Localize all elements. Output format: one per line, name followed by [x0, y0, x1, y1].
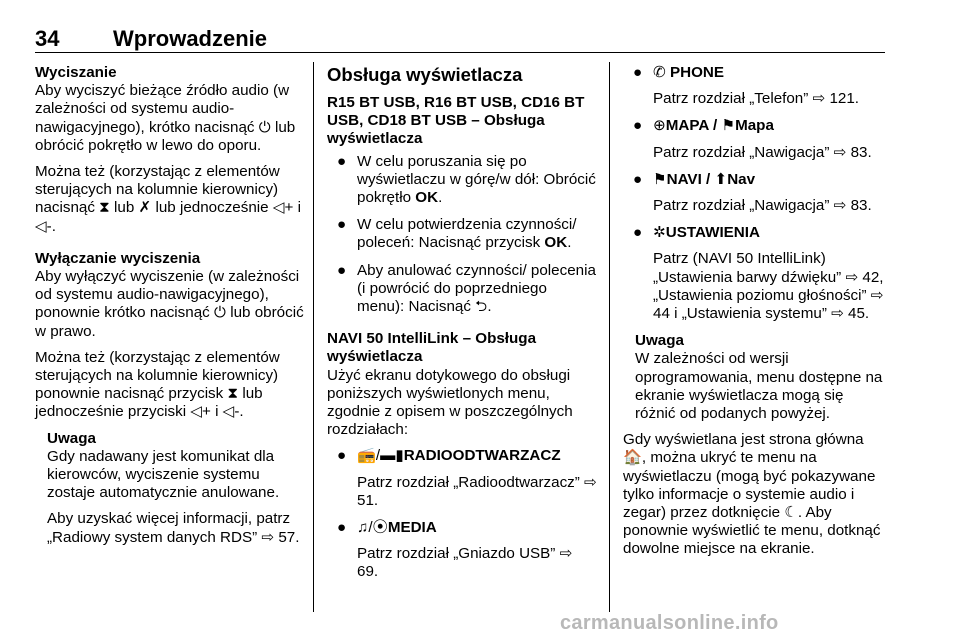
arrow-up-icon: ⬆ [714, 170, 728, 188]
watermark: carmanualsonline.info [560, 612, 779, 634]
note-paragraph-rds: Aby uzyskać więcej informacji, patrz „Radiowy system danych RDS” ⇨ 57. [47, 510, 300, 546]
list-item-navi [623, 171, 888, 215]
bullet-icon: ● [337, 216, 347, 234]
heading-mute: Wyciszanie [35, 64, 117, 81]
page-title: Wprowadzenie [113, 26, 268, 51]
note-paragraph: W zależności od wersji oprogramowania, menu dostępne na ekranie wyświetlacza mogą się różnić od podanych powyżej. [635, 350, 883, 423]
list-item-end: ⮌. [470, 298, 492, 316]
note-box [35, 430, 305, 547]
column-1 [35, 64, 305, 555]
menu-label-navi: NAVI [666, 170, 702, 188]
list-item-text: Patrz rozdział „Gniazdo USB” ⇨ 69. [357, 545, 573, 581]
column-2 [327, 64, 597, 591]
bullet-icon: ● [633, 64, 643, 81]
list-item-settings [623, 224, 888, 323]
list-item-end: . [567, 234, 572, 252]
paragraph-unmute: Aby wyłączyć wyciszenie (w zależności od systemu audio-nawigacyjnego), ponownie krótko nacisnąć ⏻ lub obrócić w prawo. [35, 268, 304, 340]
paragraph-touchscreen: Użyć ekranu dotykowego do obsługi poniższych wyświetlonych menu, zgodnie z opisem w poszczególnych rozdziałach: [327, 366, 573, 439]
heading-unmute: Wyłączanie wyciszenia [35, 249, 201, 267]
bullet-icon: ● [337, 152, 347, 170]
menu-label-phone: PHONE [669, 64, 724, 81]
section-heading-display: Obsługa wyświetlacza [327, 64, 523, 85]
list-item-text: W celu poruszania się po wyświetlaczu w górę/w dół: Obrócić pokrętło [357, 152, 596, 207]
list-item-text: Patrz rozdział „Radioodtwarzacz” ⇨ 51. [357, 473, 597, 509]
list-item-text: Patrz rozdział „Telefon” ⇨ 121. [653, 90, 860, 108]
list-item-radio [327, 447, 597, 510]
radio-icon: 📻/▬▮ [357, 447, 404, 465]
bullet-icon: ● [633, 170, 643, 188]
menu-label-map: MAPA [665, 117, 709, 135]
menu-label-radio: RADIOODTWARZACZ [403, 447, 561, 465]
list-item-phone [623, 64, 888, 108]
menu-label-settings: USTAWIENIA [665, 224, 760, 242]
column-3 [623, 64, 888, 567]
flag-icon: ⚑ [653, 170, 667, 188]
subheading-r15: R15 BT USB, R16 BT USB, CD16 BT USB, CD18 BT USB – Obsługa wyświetlacza [327, 94, 585, 148]
note-heading: Uwaga [635, 332, 684, 350]
list-item [327, 216, 597, 252]
paragraph-unmute-steering: Można też (korzystając z elementów sterujących na kolumnie kierownicy) ponownie nacisnąć przycisk ⧗ lub jednocześnie przyciski ◁+ i ◁-. [35, 348, 280, 421]
list-item-text: Patrz (NAVI 50 IntelliLink) „Ustawienia barwy dźwięku” ⇨ 42, „Ustawienia poziomu głośności” ⇨ 44 i „Ustawienia systemu” ⇨ 45. [653, 250, 884, 323]
subheading-navi50: NAVI 50 IntelliLink – Obsługa wyświetlacza [327, 330, 537, 366]
menu-label-media: MEDIA [387, 519, 437, 537]
page-header [35, 26, 885, 53]
separator: / [701, 170, 715, 188]
menu-label-nav: Nav [727, 170, 756, 188]
list-item-text: Aby anulować czynności/ polecenia (i powrócić do poprzedniego menu): Nacisnąć [357, 261, 596, 316]
media-icon: ♫/⦿ [357, 519, 388, 537]
column-divider-1 [313, 62, 314, 612]
paragraph-mute-steering: Można też (korzystając z elementów sterujących na kolumnie kierownicy) nacisnąć ⧗ lub ✗ lub jednocześnie ◁+ i ◁-. [35, 163, 301, 235]
bullet-icon: ● [633, 224, 643, 242]
paragraph-home: Gdy wyświetlana jest strona główna 🏠, można ukryć te menu na wyświetlaczu (mogą być pokazywane tylko informacje o systemie audio i zegar) przez dotknięcie ☾. Aby ponownie wyświetlić te menu, dotknąć dowolne miejsce na ekranie. [623, 431, 881, 558]
page-number: 34 [35, 26, 60, 51]
list-item-media [327, 519, 597, 582]
note-heading: Uwaga [47, 429, 96, 447]
phone-icon: ✆ [653, 64, 666, 81]
note-paragraph: Gdy nadawany jest komunikat dla kierowców, wyciszenie systemu zostaje automatycznie anulowane. [47, 447, 280, 502]
column-divider-2 [609, 62, 610, 612]
paragraph-mute: Aby wyciszyć bieżące źródło audio (w zależności od systemu audio-nawigacyjnego), krótko nacisnąć ⏻ lub obrócić pokrętło w lewo do oporu. [35, 82, 296, 154]
bullet-icon: ● [337, 261, 347, 279]
list-item-end: . [438, 189, 443, 207]
list-item-map [623, 117, 888, 161]
list-item-text: W celu potwierdzenia czynności/ poleceń: Nacisnąć przycisk [357, 216, 577, 252]
separator: / [708, 117, 722, 135]
gear-icon: ✲ [653, 224, 666, 242]
list-item-text: Patrz rozdział „Nawigacja” ⇨ 83. [653, 143, 872, 161]
bullet-icon: ● [633, 117, 643, 135]
list-item-bold: OK [544, 234, 568, 252]
list-item-bold: OK [415, 189, 439, 207]
list-item [327, 153, 597, 208]
list-item [327, 262, 597, 317]
list-item-text: Patrz rozdział „Nawigacja” ⇨ 83. [653, 197, 872, 215]
bullet-icon: ● [337, 447, 347, 465]
globe-icon: ⊕ [653, 117, 666, 135]
menu-label-map-alt: Mapa [735, 117, 774, 135]
bullet-icon: ● [337, 519, 347, 537]
note-box [623, 332, 888, 423]
flag-icon: ⚑ [721, 117, 736, 135]
